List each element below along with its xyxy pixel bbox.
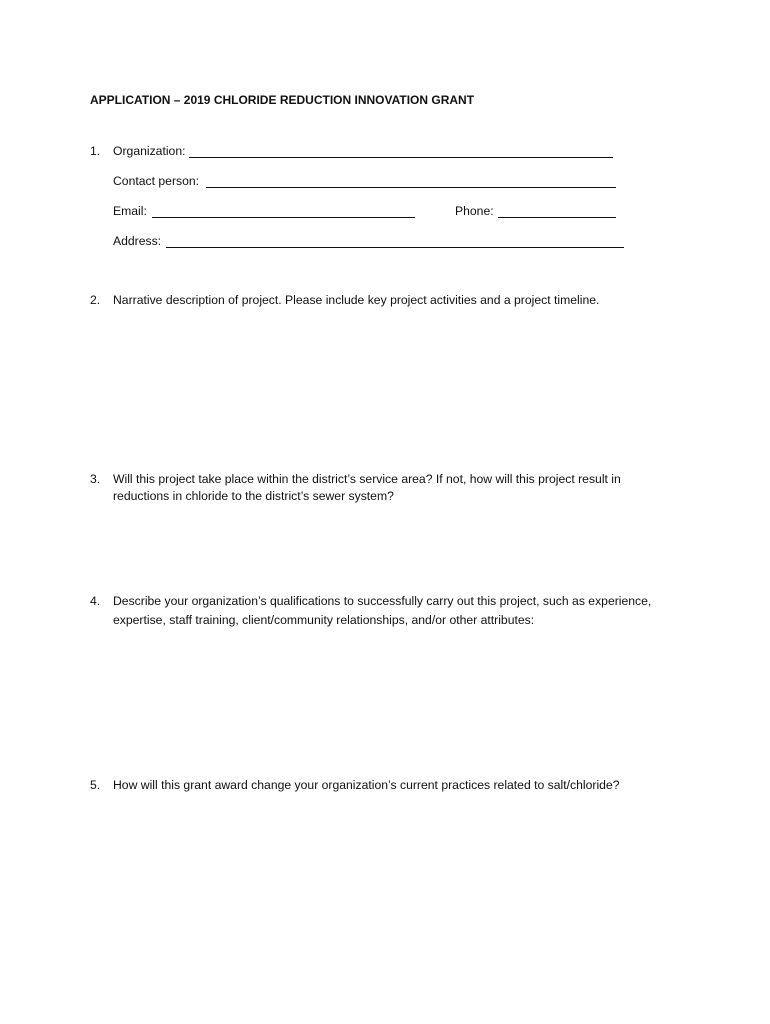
- contact-person-field[interactable]: [206, 187, 616, 188]
- q3-line-1: Will this project take place within the district’s service area? If not, how will this project result in: [113, 472, 621, 486]
- q2-text: Narrative description of project. Please include key project activities and a project timeline.: [113, 293, 600, 307]
- address-label: Address:: [113, 234, 162, 248]
- organization-label: Organization:: [113, 144, 186, 158]
- phone-field[interactable]: [498, 217, 616, 218]
- q4-line-1: Describe your organization’s qualifications to successfully carry out this project, such as experience,: [113, 594, 652, 608]
- email-field[interactable]: [152, 217, 415, 218]
- q2-number: 2.: [90, 293, 101, 307]
- q5-text: How will this grant award change your organization’s current practices related to salt/chloride?: [113, 778, 620, 792]
- organization-field[interactable]: [189, 157, 613, 158]
- q1-number: 1.: [90, 144, 101, 158]
- phone-label: Phone:: [455, 204, 494, 218]
- q5-number: 5.: [90, 778, 101, 792]
- form-title: APPLICATION – 2019 CHLORIDE REDUCTION INNOVATION GRANT: [90, 93, 475, 107]
- q3-number: 3.: [90, 472, 101, 486]
- q4-number: 4.: [90, 594, 101, 608]
- contact-person-label: Contact person:: [113, 174, 200, 188]
- address-field[interactable]: [166, 247, 624, 248]
- email-label: Email:: [113, 204, 147, 218]
- q3-line-2: reductions in chloride to the district’s sewer system?: [113, 489, 394, 503]
- q4-line-2: expertise, staff training, client/community relationships, and/or other attributes:: [113, 613, 535, 627]
